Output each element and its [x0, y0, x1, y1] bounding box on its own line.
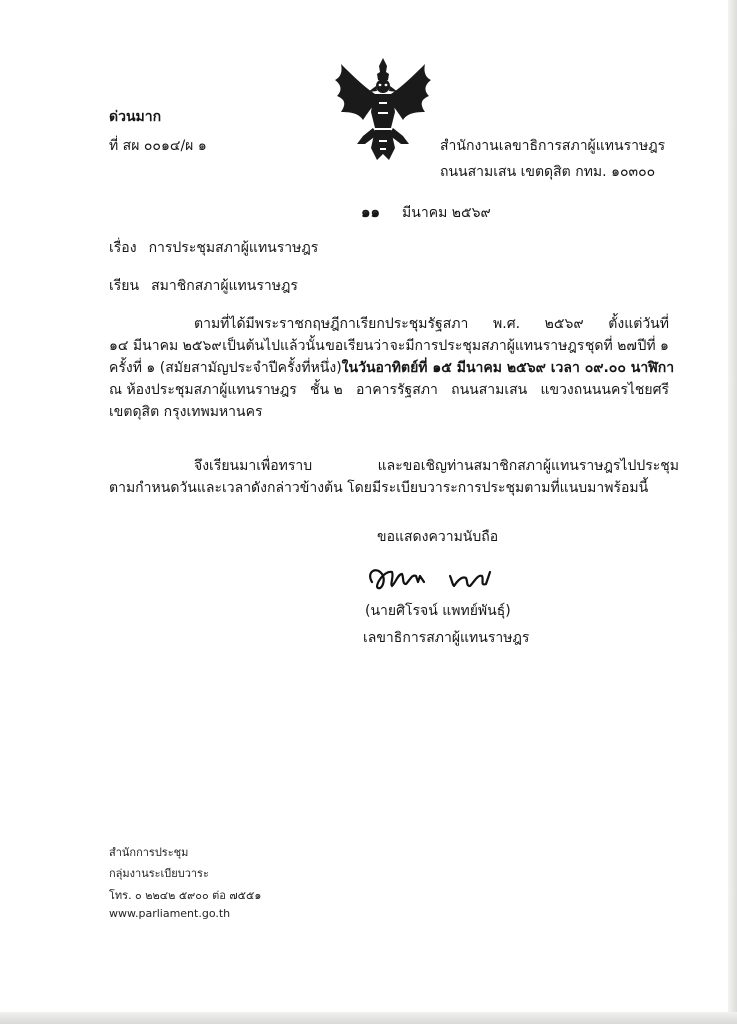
recipient-label: เรียน: [109, 278, 140, 294]
scan-edge-bottom: [0, 1012, 737, 1024]
footer-group: กลุ่มงานระเบียบวาระ: [109, 867, 209, 880]
text-segment: ๒๕๖๙: [544, 316, 584, 332]
scan-edge-right: [728, 0, 737, 1024]
text-segment: ปีที่ ๑: [637, 338, 669, 354]
text-segment: พ.ศ.: [493, 316, 521, 332]
paragraph1-line: [109, 401, 669, 423]
subject-label: เรื่อง: [109, 240, 137, 256]
meeting-datetime: ในวันอาทิตย์ที่ ๑๕ มีนาคม ๒๕๖๙ เวลา ๐๙.๐๐ นาฬิกา: [341, 360, 675, 376]
text-segment: จะมีการประชุมสภาผู้แทนราษฎร: [389, 338, 585, 354]
signatory-name: (นายศิโรจน์ แพทย์พันธุ์): [365, 603, 511, 619]
recipient-line: [109, 275, 298, 297]
recipient-text: สมาชิกสภาผู้แทนราษฎร: [151, 278, 298, 294]
text-segment: เป็นต้นไปแล้วนั้น: [222, 338, 325, 354]
text-segment: อาคารรัฐสภา: [355, 382, 438, 398]
paragraph1-line: [109, 357, 675, 379]
urgency-label: ด่วนมาก: [109, 109, 162, 125]
date-day: ๑๑: [361, 203, 381, 221]
text-segment: ชุดที่ ๒๗: [584, 338, 637, 354]
text-segment: และขอเชิญท่านสมาชิกสภาผู้แทนราษฎรไปประชุม: [377, 458, 679, 474]
handwritten-signature: [362, 560, 500, 596]
closing-salutation: ขอแสดงความนับถือ: [377, 529, 499, 545]
body-paragraph-2: [109, 455, 679, 499]
letter-date: [361, 200, 491, 224]
text-segment: ตามกำหนดวันและเวลาดังกล่าวข้างต้น โดยมีระเบียบวาระการประชุมตามที่แนบมาพร้อมนี้: [109, 480, 649, 496]
paragraph1-line: [109, 313, 669, 335]
footer-division: สำนักการประชุม: [109, 846, 189, 859]
reference-number: ที่ สผ ๐๐๑๔/ผ ๑: [109, 138, 207, 154]
paragraph1-line: [109, 379, 669, 401]
text-segment: ตามที่ได้มีพระราชกฤษฎีกาเรียกประชุมรัฐสภา: [194, 316, 469, 332]
text-segment: ขอเรียนว่า: [325, 338, 390, 354]
text-segment: แขวงถนนนครไชยศรี: [540, 382, 669, 398]
office-address: ถนนสามเสน เขตดุสิต กทม. ๑๐๓๐๐: [440, 164, 656, 180]
paragraph1-line: [109, 335, 669, 357]
text-segment: ถนนสามเสน: [451, 382, 528, 398]
paragraph2-line: [109, 477, 679, 499]
date-month-year: มีนาคม ๒๕๖๙: [402, 205, 491, 221]
text-segment: ๑๔ มีนาคม ๒๕๖๙: [109, 338, 222, 354]
text-segment: ณ ห้องประชุมสภาผู้แทนราษฎร: [109, 382, 297, 398]
text-segment: เขตดุสิต กรุงเทพมหานคร: [109, 404, 263, 420]
text-segment: ครั้งที่ ๑ (สมัยสามัญประจำปีครั้งที่หนึ่ง): [109, 360, 342, 376]
footer-phone: โทร. ๐ ๒๒๔๒ ๕๙๐๐ ต่อ ๗๕๕๑: [109, 889, 262, 902]
body-paragraph-1: [109, 313, 675, 423]
footer-website: www.parliament.go.th: [109, 907, 231, 920]
text-segment: จึงเรียนมาเพื่อทราบ: [194, 458, 313, 474]
subject-text: การประชุมสภาผู้แทนราษฎร: [148, 240, 319, 256]
subject-line: [109, 237, 318, 259]
paragraph2-line: [109, 455, 679, 477]
text-segment: ชั้น ๒: [309, 382, 343, 398]
office-name: สำนักงานเลขาธิการสภาผู้แทนราษฎร: [440, 138, 666, 154]
garuda-emblem-icon: [333, 56, 433, 162]
signatory-position: เลขาธิการสภาผู้แทนราษฎร: [363, 630, 530, 646]
text-segment: ตั้งแต่วันที่: [608, 316, 669, 332]
